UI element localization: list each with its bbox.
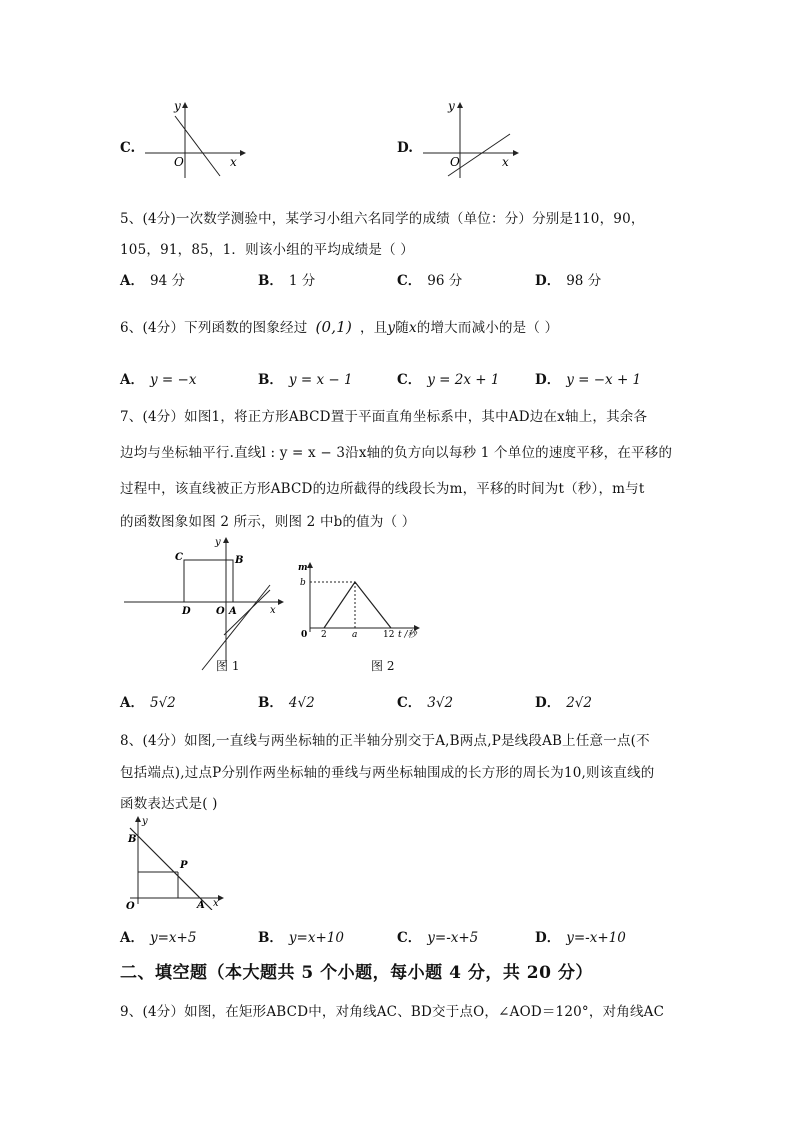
- svg-text:x: x: [502, 155, 509, 169]
- svg-text:b: b: [300, 578, 306, 588]
- section-fill-in-title: 二、填空题（本大题共 5 个小题，每小题 4 分，共 20 分）: [120, 963, 593, 983]
- q8-option-b[interactable]: B． y=x+10: [258, 930, 344, 946]
- q8-option-d[interactable]: D． y=-x+10: [535, 930, 626, 946]
- q7-option-c[interactable]: C． 3√2: [397, 695, 454, 711]
- svg-text:P: P: [180, 860, 188, 871]
- svg-text:O: O: [216, 606, 225, 617]
- svg-text:y: y: [174, 99, 181, 113]
- q5-option-b[interactable]: B． 1 分: [258, 273, 316, 289]
- q8-option-c[interactable]: C． y=-x+5: [397, 930, 479, 946]
- svg-text:C: C: [175, 552, 183, 563]
- q6-option-c[interactable]: C． y = 2x + 1: [397, 372, 500, 388]
- svg-text:O: O: [450, 155, 460, 169]
- q7-figure-1: [120, 535, 290, 675]
- svg-text:x: x: [230, 155, 237, 169]
- q6-stem: 6、(4分）下列函数的图象经过 (0,1) ，且y随x的增大而减小的是（ ）: [120, 318, 559, 336]
- q7-line1: 7、(4分）如图1，将正方形ABCD置于平面直角坐标系中，其中AD边在x轴上，其余各: [120, 409, 648, 425]
- q5-line1: 5、(4分)一次数学测验中，某学习小组六名同学的成绩（单位：分）分别是110，90，: [120, 211, 645, 227]
- svg-text:O: O: [126, 901, 135, 910]
- svg-text:a: a: [352, 630, 358, 640]
- q7-line2: 边均与坐标轴平行.直线l : y = x − 3沿x轴的负方向以每秒 1 个单位的速度平移，在平移的: [120, 445, 673, 461]
- svg-text:t /秒: t /秒: [398, 630, 417, 640]
- q9-line1: 9、(4分）如图，在矩形ABCD中，对角线AC、BD交于点O，∠AOD＝120°，对角线AC: [120, 1004, 665, 1020]
- q8-figure: [120, 814, 230, 910]
- q7-line4: 的函数图象如图 2 所示，则图 2 中b的值为（ ）: [120, 514, 416, 530]
- q4-option-d-label: D.: [397, 140, 413, 156]
- svg-text:A: A: [197, 900, 205, 910]
- svg-text:O: O: [174, 155, 184, 169]
- q7-line3: 过程中，该直线被正方形ABCD的边所截得的线段长为m，平移的时间为t（秒），m与t: [120, 481, 645, 497]
- svg-text:y: y: [142, 816, 148, 827]
- q8-option-a[interactable]: A． y=x+5: [120, 930, 197, 946]
- q8-line1: 8、(4分）如图,一直线与两坐标轴的正半轴分别交于A,B两点,P是线段AB上任意一点(不: [120, 733, 650, 749]
- q6-option-d[interactable]: D． y = −x + 1: [535, 372, 642, 388]
- q7-figure-2-caption: 图 2: [371, 659, 395, 673]
- svg-text:x: x: [213, 898, 219, 909]
- q5-option-c[interactable]: C． 96 分: [397, 273, 463, 289]
- q8-line3: 函数表达式是( ): [120, 796, 218, 812]
- q7-figure-2: [296, 558, 426, 642]
- q4-option-c-graph: [140, 98, 250, 180]
- svg-text:12: 12: [383, 630, 395, 640]
- svg-text:A: A: [229, 606, 237, 617]
- q7-option-b[interactable]: B． 4√2: [258, 695, 315, 711]
- q6-option-b[interactable]: B． y = x − 1: [258, 372, 353, 388]
- q4-option-d-graph: [418, 98, 528, 180]
- q7-option-a[interactable]: A． 5√2: [120, 695, 176, 711]
- svg-text:m: m: [298, 563, 308, 573]
- q8-line2: 包括端点),过点P分别作两坐标轴的垂线与两坐标轴围成的长方形的周长为10,则该直线的: [120, 765, 655, 781]
- svg-text:2: 2: [321, 630, 327, 640]
- svg-text:B: B: [128, 834, 137, 845]
- svg-text:x: x: [270, 605, 276, 616]
- svg-text:y: y: [215, 537, 221, 548]
- q5-option-a[interactable]: A． 94 分: [120, 273, 185, 289]
- svg-text:0: 0: [301, 630, 308, 640]
- q5-line2: 105，91，85，1．则该小组的平均成绩是（ ）: [120, 242, 415, 258]
- q7-option-d[interactable]: D． 2√2: [535, 695, 592, 711]
- svg-text:D: D: [182, 606, 191, 617]
- q7-figure-1-caption: 图 1: [216, 659, 240, 673]
- q6-option-a[interactable]: A． y = −x: [120, 372, 197, 388]
- svg-text:B: B: [235, 555, 244, 566]
- svg-text:y: y: [448, 99, 455, 113]
- q5-option-d[interactable]: D． 98 分: [535, 273, 602, 289]
- q4-option-c-label: C.: [120, 140, 136, 156]
